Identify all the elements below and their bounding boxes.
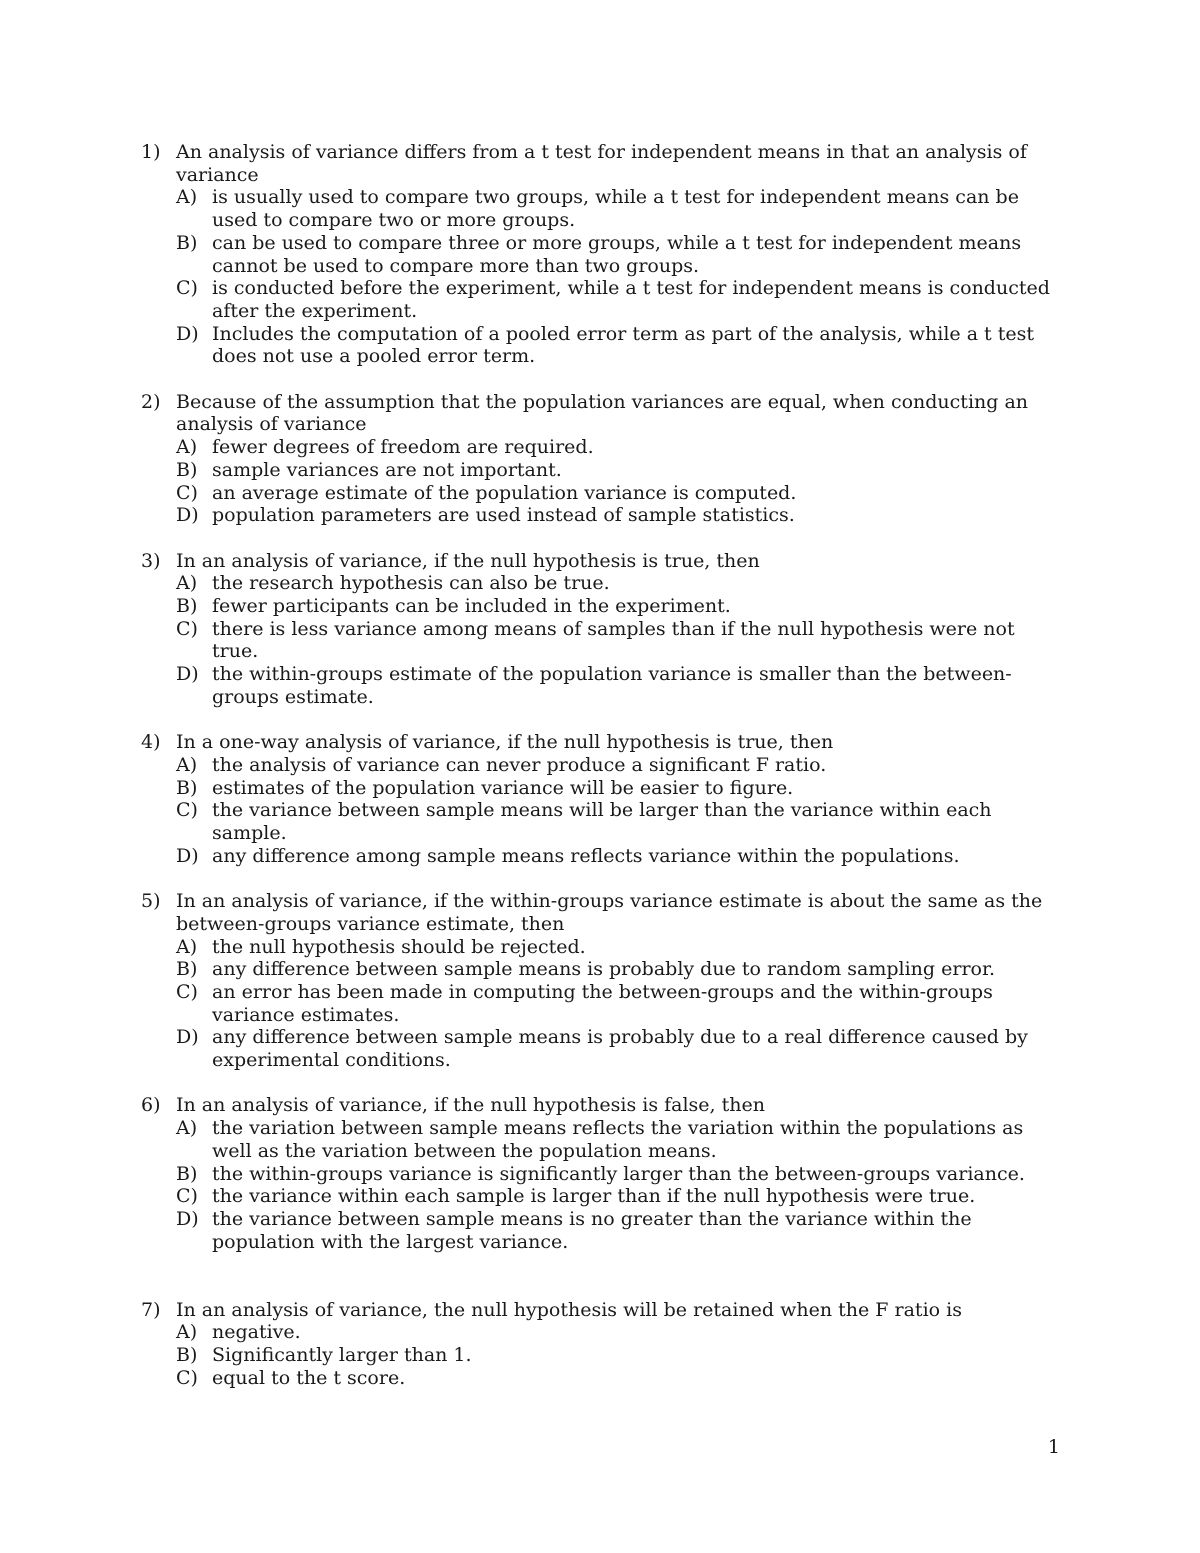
option-letter: D): [176, 322, 199, 345]
option-text: an average estimate of the population variance is computed.: [212, 481, 797, 504]
option-letter: A): [176, 436, 198, 459]
option-text: the research hypothesis can also be true.: [212, 572, 610, 595]
option-text: equal to the t score.: [212, 1366, 406, 1389]
option-letter: B): [176, 595, 198, 618]
option-text: any difference between sample means is probably due to a real difference caused by experimental conditions.: [212, 1026, 1028, 1072]
question-number: 7): [141, 1298, 161, 1321]
option-text: the within-groups variance is significantly larger than the between-groups variance.: [212, 1162, 1025, 1185]
answer-option: [176, 459, 1066, 482]
option-letter: A): [176, 1321, 198, 1344]
option-text: there is less variance among means of samples than if the null hypothesis were not true.: [212, 617, 1015, 663]
answer-options: [141, 572, 1066, 708]
question-2: [141, 391, 1066, 527]
option-text: any difference between sample means is probably due to random sampling error.: [212, 958, 995, 981]
answer-options: [141, 1321, 1066, 1389]
answer-option: [176, 799, 1066, 844]
question-4: [141, 731, 1066, 867]
answer-option: [176, 277, 1066, 322]
option-letter: C): [176, 277, 198, 300]
option-text: population parameters are used instead of sample statistics.: [212, 504, 795, 527]
answer-option: [176, 1185, 1066, 1208]
question-7: [141, 1299, 1066, 1390]
answer-options: [141, 754, 1066, 868]
option-text: Includes the computation of a pooled error term as part of the analysis, while a t test does not use a pooled error term.: [212, 322, 1035, 368]
question-number: 1): [141, 141, 161, 163]
answer-options: [141, 936, 1066, 1072]
option-text: the variance between sample means is no greater than the variance within the population with the largest variance.: [212, 1207, 972, 1253]
option-text: the analysis of variance can never produce a significant F ratio.: [212, 753, 827, 776]
answer-option: [176, 754, 1066, 777]
option-text: estimates of the population variance will be easier to figure.: [212, 776, 794, 799]
answer-option: [176, 845, 1066, 868]
question-stem: Because of the assumption that the population variances are equal, when conducting an analysis of variance: [176, 390, 1029, 436]
question-stem: In a one-way analysis of variance, if the null hypothesis is true, then: [176, 731, 834, 754]
option-letter: A): [176, 935, 198, 958]
answer-option: [176, 981, 1066, 1026]
answer-option: [176, 186, 1066, 231]
option-letter: C): [176, 1185, 198, 1208]
option-letter: A): [176, 186, 198, 209]
option-letter: A): [176, 1117, 198, 1140]
option-text: any difference among sample means reflects variance within the populations.: [212, 844, 960, 867]
option-letter: D): [176, 663, 199, 686]
question-6: [141, 1094, 1066, 1253]
option-text: the within-groups estimate of the population variance is smaller than the between-groups estimate.: [212, 663, 1012, 708]
option-text: is usually used to compare two groups, while a t test for independent means can be used to compare two or more groups.: [212, 186, 1019, 232]
answer-option: [176, 1163, 1066, 1186]
option-text: the variance between sample means will be larger than the variance within each sample.: [212, 799, 992, 845]
option-letter: C): [176, 980, 198, 1003]
option-letter: D): [176, 844, 199, 867]
option-letter: B): [176, 231, 198, 254]
question-list: [141, 141, 1066, 1412]
option-text: an error has been made in computing the between-groups and the within-groups variance estimates.: [212, 980, 993, 1026]
answer-option: [176, 572, 1066, 595]
option-text: fewer participants can be included in the experiment.: [212, 595, 731, 618]
answer-option: [176, 958, 1066, 981]
answer-option: [176, 618, 1066, 663]
question-number: 5): [141, 890, 161, 913]
question-number: 4): [141, 731, 161, 754]
question-stem: In an analysis of variance, the null hypothesis will be retained when the F ratio is: [176, 1298, 962, 1321]
question-stem: In an analysis of variance, if the null hypothesis is false, then: [176, 1094, 765, 1117]
option-text: negative.: [212, 1321, 301, 1344]
answer-option: [176, 777, 1066, 800]
option-letter: B): [176, 1344, 198, 1367]
answer-option: [176, 232, 1066, 277]
answer-option: [176, 323, 1066, 368]
question-1: [141, 141, 1066, 368]
answer-options: [141, 186, 1066, 368]
option-text: the variation between sample means reflects the variation within the populations as well as the variation between the population means.: [212, 1117, 1024, 1162]
answer-options: [141, 436, 1066, 527]
answer-options: [141, 1117, 1066, 1253]
answer-option: [176, 1208, 1066, 1253]
answer-option: [176, 436, 1066, 459]
question-stem: In an analysis of variance, if the null hypothesis is true, then: [176, 549, 760, 572]
option-letter: C): [176, 481, 198, 504]
option-letter: A): [176, 572, 198, 595]
option-text: fewer degrees of freedom are required.: [212, 436, 594, 459]
answer-option: [176, 595, 1066, 618]
page-number: 1: [1047, 1436, 1060, 1458]
question-number: 3): [141, 549, 161, 572]
option-letter: A): [176, 753, 198, 776]
answer-option: [176, 1344, 1066, 1367]
answer-option: [176, 1367, 1066, 1390]
option-letter: B): [176, 1162, 198, 1185]
answer-option: [176, 936, 1066, 959]
option-letter: B): [176, 958, 198, 981]
option-letter: D): [176, 504, 199, 527]
question-stem: In an analysis of variance, if the within-groups variance estimate is about the same as the between-groups variance estimate, then: [176, 890, 1043, 935]
option-text: sample variances are not important.: [212, 458, 562, 481]
question-5: [141, 890, 1066, 1072]
option-letter: C): [176, 799, 198, 822]
question-number: 6): [141, 1094, 161, 1117]
question-number: 2): [141, 390, 161, 413]
option-text: the variance within each sample is larger than if the null hypothesis were true.: [212, 1185, 976, 1208]
option-text: is conducted before the experiment, while a t test for independent means is conducted after the experiment.: [212, 277, 1050, 322]
option-text: the null hypothesis should be rejected.: [212, 935, 586, 958]
option-letter: B): [176, 776, 198, 799]
answer-option: [176, 504, 1066, 527]
answer-option: [176, 482, 1066, 505]
option-letter: D): [176, 1026, 199, 1049]
answer-option: [176, 1321, 1066, 1344]
question-3: [141, 550, 1066, 709]
answer-option: [176, 663, 1066, 708]
option-letter: D): [176, 1207, 199, 1230]
option-text: can be used to compare three or more groups, while a t test for independent means cannot be used to compare more than two groups.: [212, 231, 1022, 277]
option-letter: C): [176, 617, 198, 640]
answer-option: [176, 1026, 1066, 1071]
option-text: Significantly larger than 1.: [212, 1344, 472, 1367]
answer-option: [176, 1117, 1066, 1162]
option-letter: C): [176, 1366, 198, 1389]
option-letter: B): [176, 458, 198, 481]
question-stem: An analysis of variance differs from a t test for independent means in that an analysis of variance: [176, 141, 1027, 186]
